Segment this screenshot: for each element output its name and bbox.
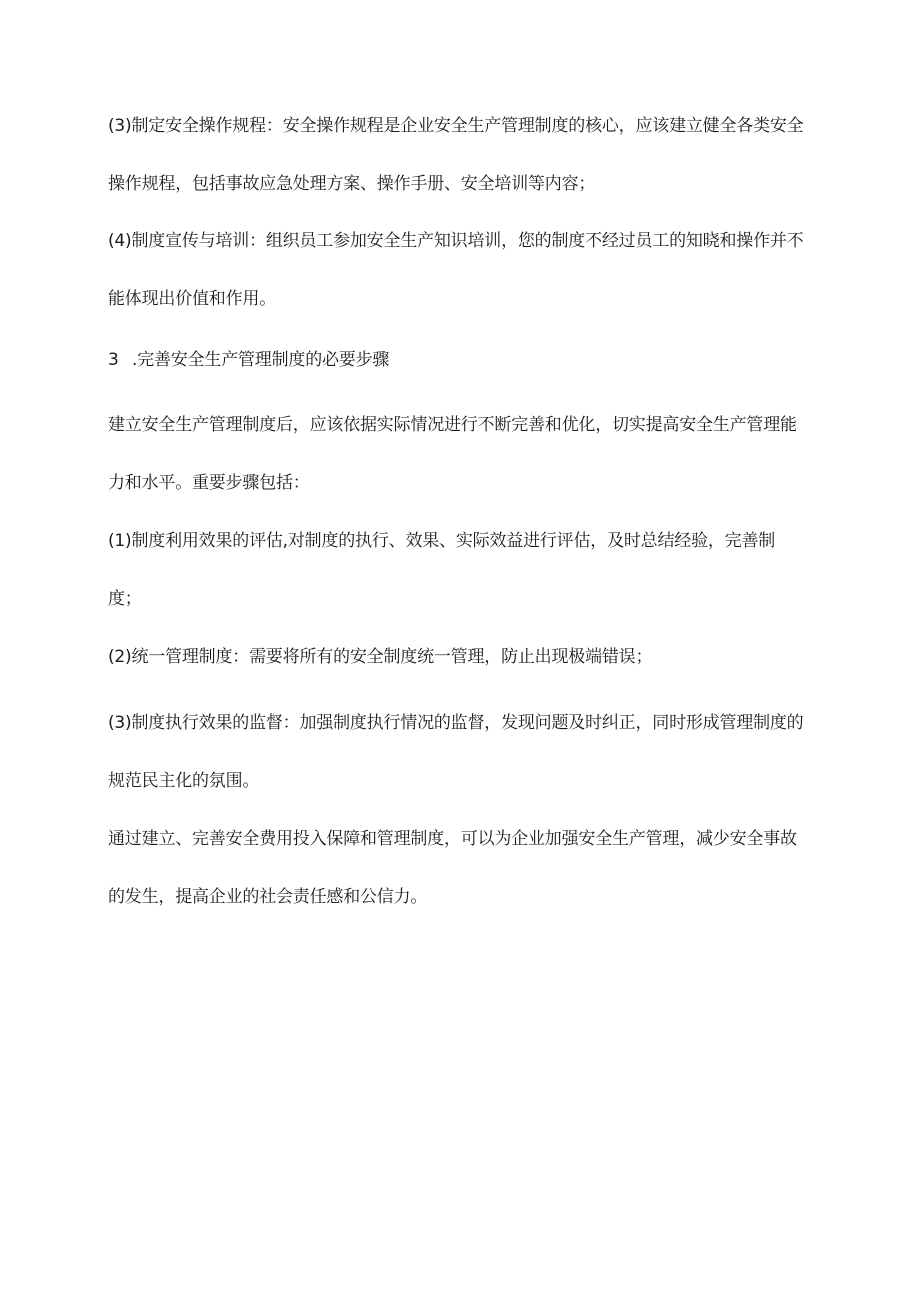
paragraph-step-2-unified-management [108,628,820,686]
section-number: 3 [108,350,119,370]
paragraph-conclusion [108,810,820,926]
text-line: 通过建立、完善安全费用投入保障和管理制度，可以为企业加强安全生产管理，减少安全事故 [108,829,797,849]
paragraph-item-4-publicity-training [108,212,820,328]
text-line: (2)统一管理制度：需要将所有的安全制度统一管理，防止出现极端错误； [108,647,653,667]
section-heading [108,331,820,389]
text-line: 操作规程，包括事故应急处理方案、操作手册、安全培训等内容； [108,174,596,194]
text-line: (3)制定安全操作规程：安全操作规程是企业安全生产管理制度的核心，应该建立健全各类安全 [108,116,804,136]
text-line: (4)制度宣传与培训：组织员工参加安全生产知识培训，您的制度不经过员工的知晓和操作并不 [108,231,804,251]
section-title: .完善安全生产管理制度的必要步骤 [132,350,390,370]
text-line: 度； [108,589,142,609]
paragraph-item-3-operating-rules [108,97,820,213]
text-line: 规范民主化的氛围。 [108,771,260,791]
section-heading-line [108,331,820,389]
paragraph-step-3-supervision [108,694,820,810]
text-line: 建立安全生产管理制度后，应该依据实际情况进行不断完善和优化，切实提高安全生产管理能 [108,415,797,435]
text-line: 的发生，提高企业的社会责任感和公信力。 [108,887,428,907]
text-line: (1)制度利用效果的评估,对制度的执行、效果、实际效益进行评估，及时总结经验，完善制 [108,531,776,551]
text-line: (3)制度执行效果的监督：加强制度执行情况的监督，发现问题及时纠正，同时形成管理制度的 [108,713,804,733]
paragraph-section-3-intro [108,396,820,512]
text-line: 能体现出价值和作用。 [108,289,276,309]
paragraph-step-1-evaluation [108,512,820,628]
text-line: 力和水平。重要步骤包括： [108,473,310,493]
